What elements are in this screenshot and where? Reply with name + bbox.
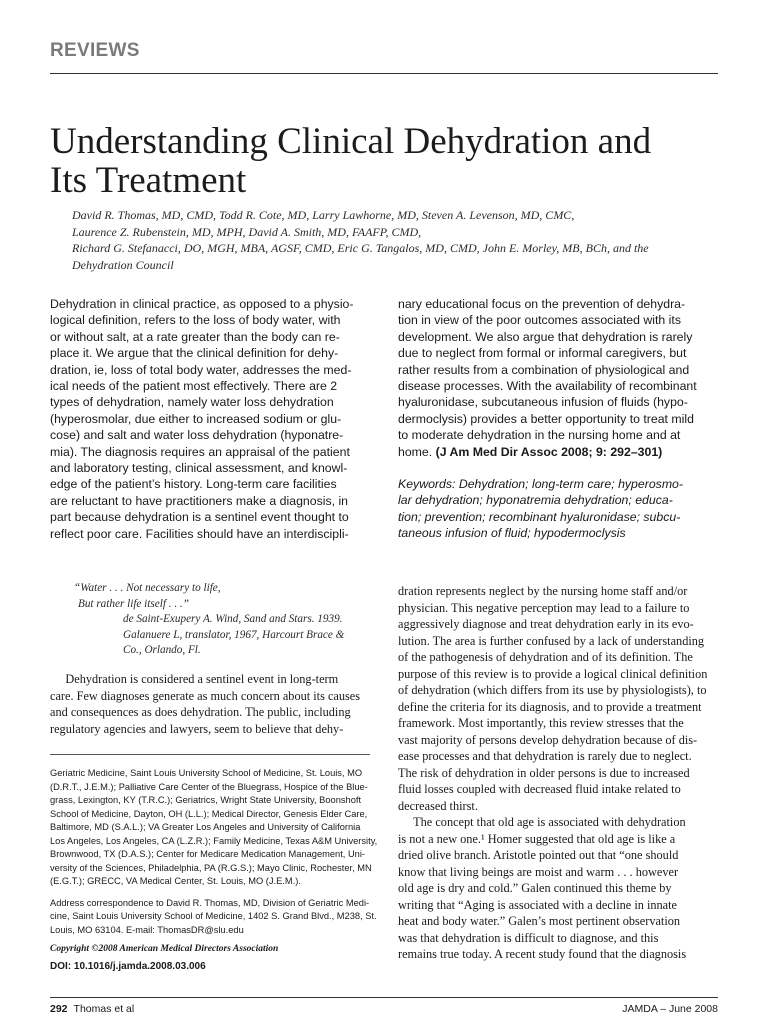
body-line: of the pathogenesis of dehydration and of its definition. The: [398, 650, 693, 664]
abstract-text: home.: [398, 444, 436, 459]
body-line: purpose of this review is to provide a logical clinical definition: [398, 666, 708, 681]
abstract-line: ical needs of the patient most effectively. There are 2: [50, 379, 338, 394]
body-line: Dehydration is considered a sentinel event in long-term: [50, 672, 339, 686]
abstract-left-column: [50, 296, 372, 542]
body-line: dried olive branch. Aristotle pointed out that “one should: [398, 848, 679, 862]
abstract-line: Dehydration in clinical practice, as opposed to a physio-: [50, 297, 354, 311]
body-line: lution. The area is further confused by a lack of understanding: [398, 633, 705, 648]
affiliations: [50, 767, 378, 973]
section-label: REVIEWS: [50, 40, 140, 61]
abstract-line: place it. We argue that the clinical definition for dehy-: [50, 346, 339, 361]
affiliation-line: Geriatric Medicine, Saint Louis University School of Medicine, St. Louis, MO: [50, 768, 363, 778]
abstract-line: logical definition, refers to the loss of body water, with: [50, 313, 341, 328]
abstract-right-column: [398, 296, 720, 542]
author-line: Laurence Z. Rubenstein, MD, MPH, David A. Smith, MD, FAAFP, CMD,: [72, 224, 422, 239]
correspondence-line: cine, Saint Louis University School of Medicine, 1402 S. Grand Blvd., M238, St.: [50, 911, 377, 921]
abstract-line: development. We also argue that dehydration is rarely: [398, 329, 693, 344]
body-line: regulatory agencies and lawyers, seem to believe that dehy-: [50, 721, 344, 736]
body-line: framework. Most importantly, this review stresses that the: [398, 716, 684, 730]
abstract-line: dermoclysis) provides a better opportunity to treat mild: [398, 411, 694, 426]
epigraph: [74, 581, 374, 659]
doi: DOI: 10.1016/j.jamda.2008.03.006: [50, 960, 206, 972]
body-line: writing that “Aging is associated with a decline in innate: [398, 897, 677, 912]
epigraph-attribution: Galanuere L, translator, 1967, Harcourt Brace &: [123, 628, 345, 641]
abstract-line: dration, ie, loss of total body water, addresses the med-: [50, 362, 352, 377]
abstract-line: are reluctant to have practitioners make a diagnosis, in: [50, 493, 349, 508]
body-text-right: [398, 583, 720, 963]
body-text-left: [50, 671, 370, 737]
footnote-rule: [50, 754, 370, 755]
abstract-line: cose) and salt and water loss dehydration (hyponatre-: [50, 428, 344, 443]
body-line: is not a new one.¹ Homer suggested that old age is like a: [398, 831, 676, 846]
spacer: [50, 889, 372, 897]
epigraph-attribution: de Saint-Exupery A. Wind, Sand and Stars. 1939.: [123, 613, 343, 625]
body-line: of dehydration (which differs from its use by physiologists), to: [398, 683, 707, 697]
affiliation-line: (E.G.T.); GRECC, VA Medical Center, St. Louis, MO (J.E.M.).: [50, 876, 301, 886]
keyword-line: tion; prevention; recombinant hyaluronidase; subcu-: [398, 509, 681, 524]
abstract-line: disease processes. With the availability of recombinant: [398, 379, 697, 394]
author-line: David R. Thomas, MD, CMD, Todd R. Cote, MD, Larry Lawhorne, MD, Steven A. Levenson, MD, CMC,: [72, 208, 575, 222]
author-line: Dehydration Council: [72, 257, 174, 272]
abstract-line: or without salt, at a rate greater than the body can re-: [50, 329, 340, 344]
affiliation-line: Baltimore, MD (S.A.L.); VA Greater Los Angeles and University of California: [50, 822, 361, 832]
body-line: know that living beings are moist and warm . . . however: [398, 864, 679, 879]
body-line: heat and body water.” Galen’s most pertinent observation: [398, 914, 681, 928]
abstract-line: reflect poor care. Facilities should have an interdiscipli-: [50, 526, 349, 541]
abstract-line: and laboratory testing, clinical assessment, and knowl-: [50, 461, 348, 476]
abstract-line: [398, 444, 720, 460]
author-list: [72, 207, 728, 273]
affiliation-line: Brownwood, TX (D.A.S.); Center for Medicare Medication Management, Uni-: [50, 849, 366, 859]
epigraph-attribution: Co., Orlando, Fl.: [123, 644, 201, 656]
affiliation-line: versity of the Sciences, Philadelphia, PA (R.G.S.); Mayo Clinic, Rochester, MN: [50, 862, 372, 873]
body-line: and consequences as does dehydration. The public, including: [50, 705, 351, 719]
epigraph-line: But rather life itself . . .”: [78, 597, 189, 610]
keywords: [398, 476, 720, 542]
body-line: old age is dry and cold.” Galen continued this theme by: [398, 881, 672, 895]
abstract-line: tion in view of the poor outcomes associated with its: [398, 313, 681, 328]
affiliation-line: School of Medicine, Dayton, OH (L.L.); Medical Director, Genesis Elder Care,: [50, 808, 368, 819]
body-line: fluid losses coupled with decreased fluid intake related to: [398, 782, 681, 796]
article-title: [50, 122, 730, 200]
abstract-line: edge of the patient’s history. Long-term care facilities: [50, 477, 337, 492]
keyword-line: lar dehydration; hyponatremia dehydration; educa-: [398, 493, 673, 508]
affiliation-line: grass, Lexington, KY (T.R.C.); Geriatrics, Wright State University, Boonshoft: [50, 795, 362, 805]
author-line: Richard G. Stefanacci, DO, MGH, MBA, AGSF, CMD, Eric G. Tangalos, MD, CMD, John E. Morley, MB, BCh, and the: [72, 241, 649, 255]
body-line: physician. This negative perception may lead to a failure to: [398, 600, 690, 615]
journal-issue: JAMDA – June 2008: [622, 1003, 718, 1015]
body-line: decreased thirst.: [398, 798, 478, 813]
correspondence-line: Louis, MO 63104. E-mail: ThomasDR@slu.edu: [50, 924, 244, 935]
body-line: define the criteria for its diagnosis, and to provide a treatment: [398, 699, 702, 714]
footer-rule: [50, 997, 718, 998]
footer-left: [50, 1003, 134, 1015]
body-line: vast majority of persons develop dehydration because of dis-: [398, 732, 698, 747]
body-line: dration represents neglect by the nursing home staff and/or: [398, 584, 688, 598]
body-line: The risk of dehydration in older persons is due to increased: [398, 765, 690, 780]
epigraph-line: “Water . . . Not necessary to life,: [74, 582, 221, 594]
abstract-line: hyaluronidase, subcutaneous infusion of fluids (hypo-: [398, 395, 688, 410]
abstract-line: types of dehydration, namely water loss dehydration: [50, 395, 334, 410]
abstract-line: to moderate dehydration in the nursing home and at: [398, 428, 681, 443]
journal-citation: (J Am Med Dir Assoc 2008; 9: 292–301): [435, 444, 663, 459]
title-line: Understanding Clinical Dehydration and: [50, 121, 652, 162]
affiliation-line: (D.R.T., J.E.M.); Palliative Care Center of the Bluegrass, Hospice of the Blue-: [50, 781, 368, 792]
keyword-line: Keywords: Dehydration; long-term care; hyperosmo-: [398, 477, 683, 492]
abstract-line: part because dehydration is a sentinel event thought to: [50, 510, 349, 525]
title-line: Its Treatment: [50, 160, 247, 201]
keyword-line: taneous infusion of fluid; hypodermoclysis: [398, 526, 626, 541]
abstract-line: due to neglect from formal or informal caregivers, but: [398, 346, 687, 361]
body-line: remains true today. A recent study found that the diagnosis: [398, 947, 687, 961]
correspondence-line: Address correspondence to David R. Thomas, MD, Division of Geriatric Medi-: [50, 897, 370, 908]
body-line: was that dehydration is difficult to diagnose, and this: [398, 930, 659, 945]
body-line: The concept that old age is associated with dehydration: [398, 815, 686, 829]
running-author: Thomas et al: [73, 1003, 135, 1015]
copyright-notice: Copyright ©2008 American Medical Directors Association: [50, 944, 279, 954]
affiliation-line: Los Angeles, Los Angeles, CA (L.Z.R.); Family Medicine, Texas A&M University,: [50, 835, 378, 846]
body-line: ease processes and that dehydration is rarely due to neglect.: [398, 749, 692, 763]
header-rule: [50, 73, 718, 74]
abstract-line: rather results from a combination of physiological and: [398, 362, 690, 377]
abstract-line: nary educational focus on the prevention of dehydra-: [398, 297, 686, 311]
abstract-line: mia). The diagnosis requires an appraisal of the patient: [50, 444, 350, 459]
page-number: 292: [50, 1003, 68, 1015]
abstract-line: (hyperosmolar, due either to increased sodium or glu-: [50, 411, 342, 426]
body-line: aggressively diagnose and treat dehydration early in its evo-: [398, 617, 694, 631]
body-line: care. Few diagnoses generate as much concern about its causes: [50, 688, 361, 703]
